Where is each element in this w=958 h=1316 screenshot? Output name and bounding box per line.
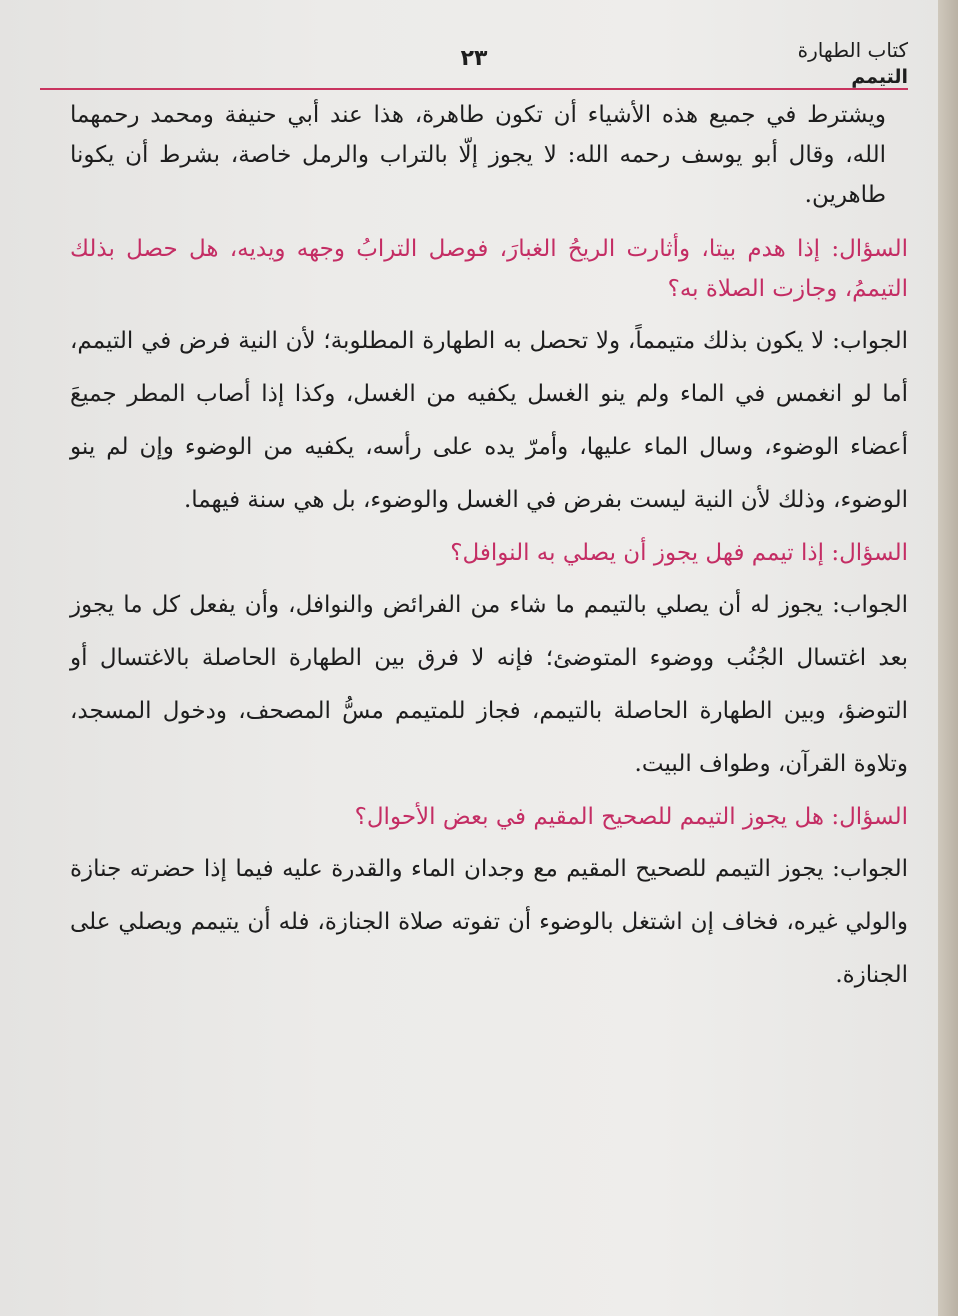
running-header	[40, 38, 908, 94]
question-text: إذا هدم بيتا، وأثارت الريحُ الغبارَ، فوصل الترابُ وجهه ويديه، هل حصل بذلك التيممُ، وجازت الصلاة به؟	[70, 236, 908, 302]
question-3	[70, 797, 908, 837]
answer-label: الجواب:	[832, 856, 908, 882]
intro-paragraph: ويشترط في جميع هذه الأشياء أن تكون طاهرة، هذا عند أبي حنيفة ومحمد رحمهما الله، وقال أبو يوسف رحمه الله: لا يجوز إلّا بالتراب والرمل خاصة، بشرط أن يكونا طاهرين.	[70, 102, 886, 208]
answer-text: لا يكون بذلك متيمماً، ولا تحصل به الطهارة المطلوبة؛ لأن النية فرض في التيمم، أما لو انغمس في الماء ولم ينو الغسل يكفيه من الغسل، وكذا إذا أصاب المطر جميعَ أعضاء الوضوء، وسال الماء عليها، وأمرّ يده على رأسه، يكفيه من الوضوء وإن لم ينو الوضوء، وذلك لأن النية ليست بفرض في الغسل والوضوء، بل هي سنة فيهما.	[70, 328, 908, 513]
question-label: السؤال:	[831, 804, 908, 830]
answer-2	[70, 579, 908, 791]
page-number: ٢٣	[460, 46, 488, 71]
question-1	[70, 229, 908, 309]
chapter-title: التيمم	[851, 66, 908, 88]
header-rule	[40, 88, 908, 90]
answer-label: الجواب:	[832, 592, 908, 618]
answer-text: يجوز له أن يصلي بالتيمم ما شاء من الفرائض والنوافل، وأن يفعل كل ما يجوز بعد اغتسال الجُنُب ووضوء المتوضئ؛ فإنه لا فرق بين الطهارة الحاصلة بالاغتسال أو التوضؤ، وبين الطهارة الحاصلة بالتيمم، فجاز للمتيمم مسُّ المصحف، ودخول المسجد، وتلاوة القرآن، وطواف البيت.	[70, 592, 908, 777]
page-edge	[938, 0, 958, 1316]
question-label: السؤال:	[831, 540, 908, 566]
question-text: هل يجوز التيمم للصحيح المقيم في بعض الأحوال؟	[354, 804, 825, 830]
answer-3	[70, 843, 908, 1002]
answer-1	[70, 315, 908, 527]
answer-text: يجوز التيمم للصحيح المقيم مع وجدان الماء والقدرة عليه فيما إذا حضرته جنازة والولي غيره، فخاف إن اشتغل بالوضوء أن تفوته صلاة الجنازة، فله أن يتيمم ويصلي على الجنازة.	[70, 856, 908, 988]
book-title: كتاب الطهارة	[797, 38, 908, 62]
question-2	[70, 533, 908, 573]
page-body	[70, 95, 908, 1008]
answer-label: الجواب:	[832, 328, 908, 354]
question-text: إذا تيمم فهل يجوز أن يصلي به النوافل؟	[450, 540, 825, 566]
question-label: السؤال:	[831, 236, 908, 262]
